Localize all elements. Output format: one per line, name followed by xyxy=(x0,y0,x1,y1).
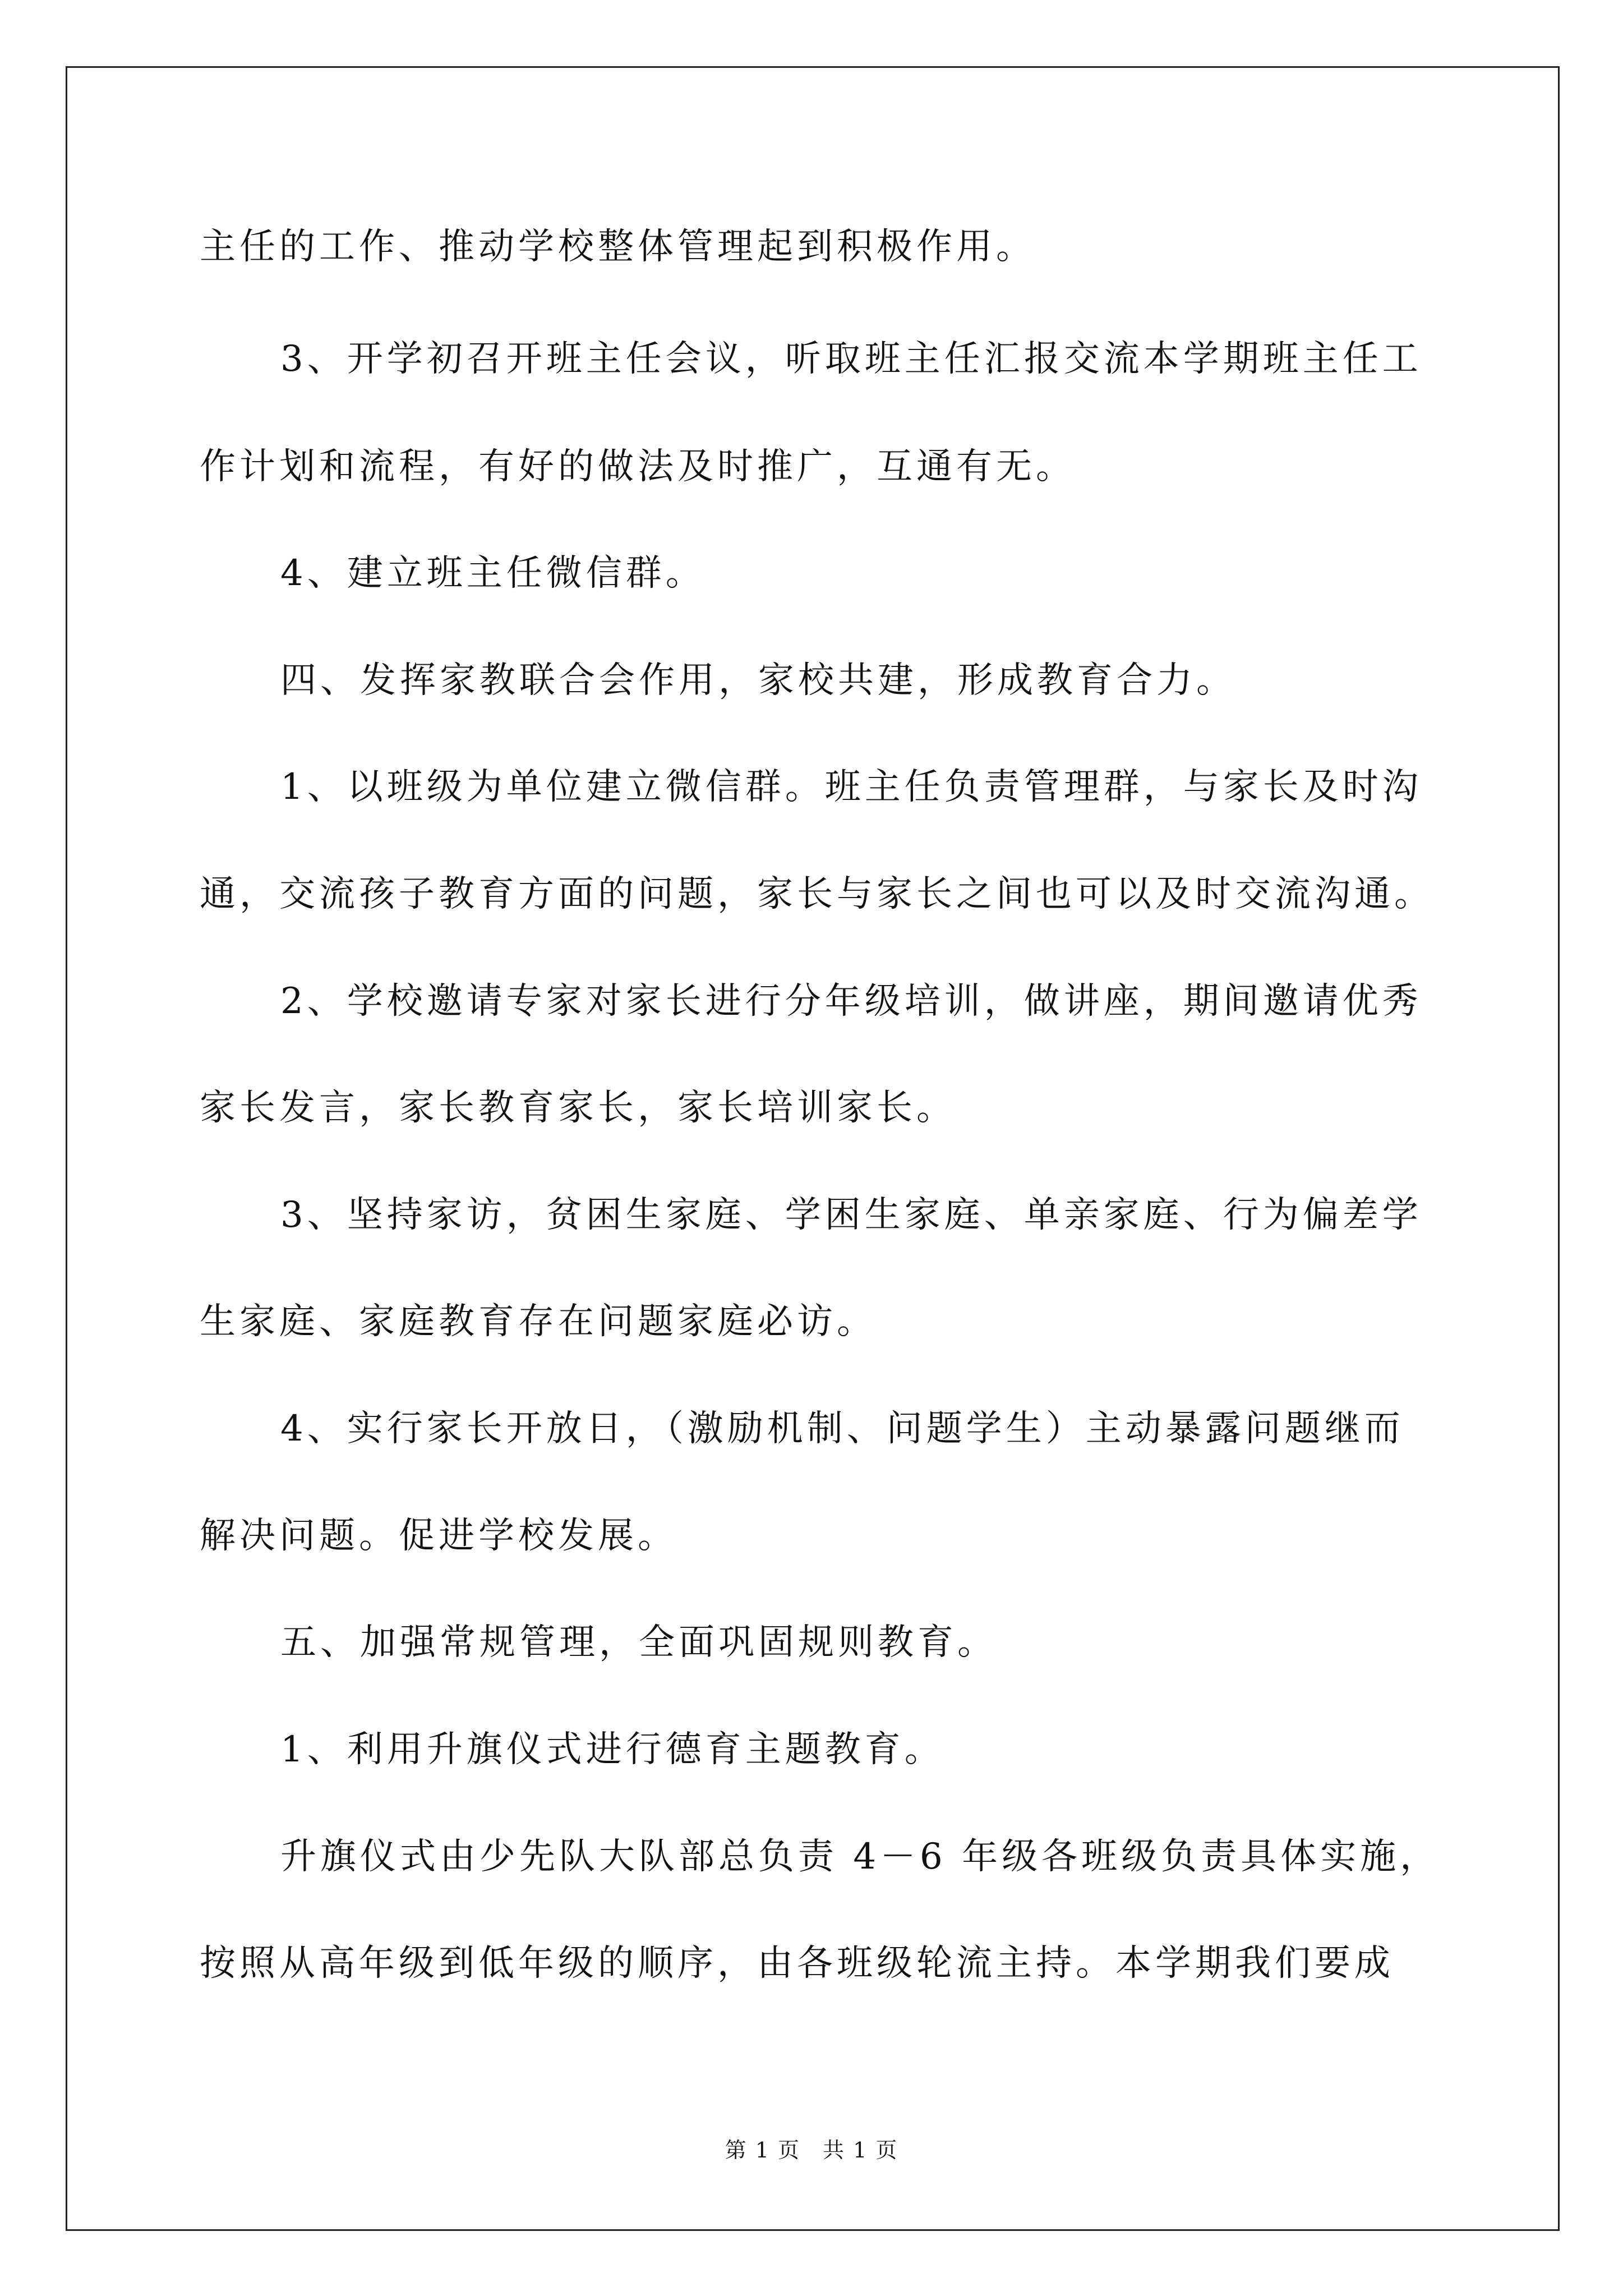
page-number-footer: 第 1 页 共 1 页 xyxy=(725,2138,898,2162)
text-line: 2、学校邀请专家对家长进行分年级培训，做讲座，期间邀请优秀 xyxy=(280,981,1422,1022)
text-line: 四、发挥家教联合会作用，家校共建，形成教育合力。 xyxy=(280,660,1236,701)
text-line: 通，交流孩子教育方面的问题，家长与家长之间也可以及时交流沟通。 xyxy=(200,873,1434,915)
text-line: 4、实行家长开放日，（激励机制、问题学生）主动暴露问题继而 xyxy=(280,1408,1404,1450)
text-line: 1、以班级为单位建立微信群。班主任负责管理群，与家长及时沟 xyxy=(280,766,1422,808)
text-line: 生家庭、家庭教育存在问题家庭必访。 xyxy=(200,1301,877,1342)
text-line: 解决问题。促进学校发展。 xyxy=(200,1515,677,1557)
text-line: 4、建立班主任微信群。 xyxy=(280,553,706,594)
text-line: 家长发言，家长教育家长，家长培训家长。 xyxy=(200,1087,956,1129)
text-line: 作计划和流程，有好的做法及时推广，互通有无。 xyxy=(200,446,1076,487)
text-line: 按照从高年级到低年级的顺序，由各班级轮流主持。本学期我们要成 xyxy=(200,1943,1394,1984)
text-line: 1、利用升旗仪式进行德育主题教育。 xyxy=(280,1729,944,1770)
text-line: 升旗仪式由少先队大队部总负责 4－6 年级各班级负责具体实施， xyxy=(280,1836,1440,1878)
text-line: 五、加强常规管理，全面巩固规则教育。 xyxy=(280,1622,997,1663)
text-line: 3、开学初召开班主任会议，听取班主任汇报交流本学期班主任工 xyxy=(280,338,1422,380)
text-line: 主任的工作、推动学校整体管理起到积极作用。 xyxy=(200,226,1036,268)
text-line: 3、坚持家访，贫困生家庭、学困生家庭、单亲家庭、行为偏差学 xyxy=(280,1194,1422,1236)
page-border xyxy=(66,66,1560,2231)
